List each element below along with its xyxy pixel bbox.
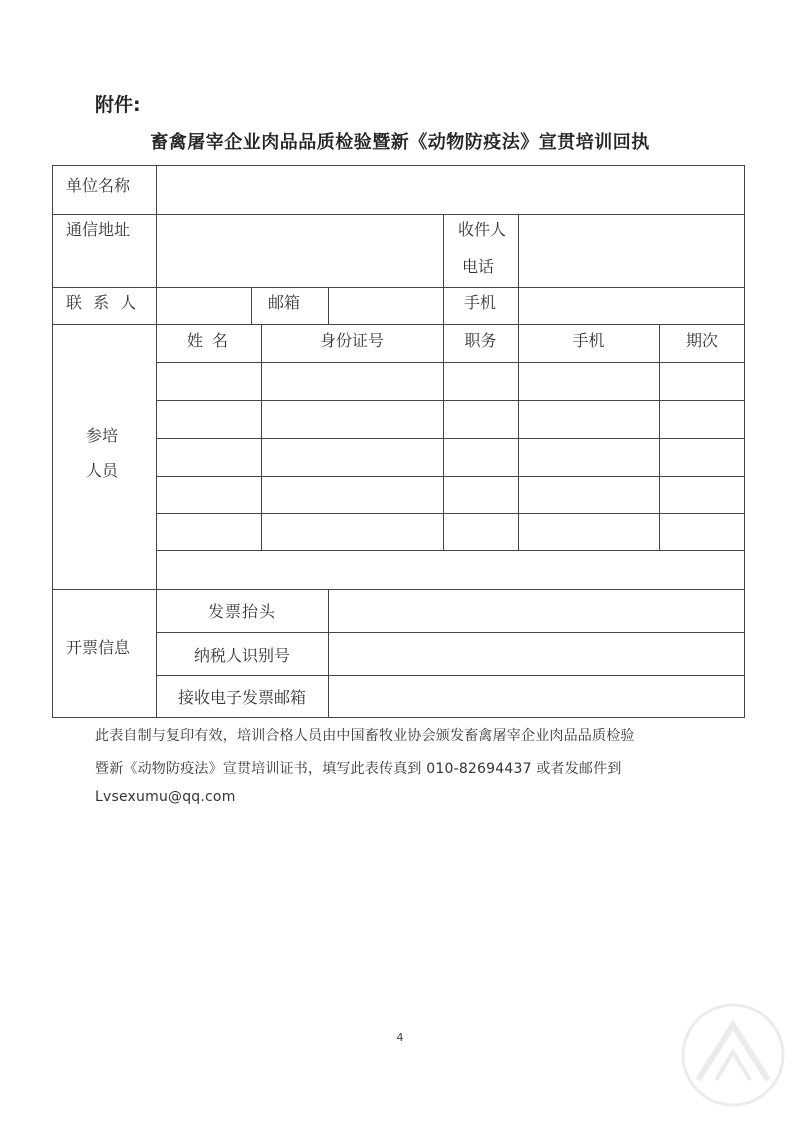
trainee-session-cell[interactable] bbox=[661, 552, 743, 588]
mailbox-field[interactable] bbox=[330, 289, 442, 323]
trainee-session-cell[interactable] bbox=[661, 515, 743, 549]
trainee-session-cell[interactable] bbox=[661, 364, 743, 399]
trainee-id-cell[interactable] bbox=[263, 364, 442, 399]
trainee-mobile-cell[interactable] bbox=[520, 364, 658, 399]
rule bbox=[156, 550, 745, 551]
invoice-info-label: 开票信息 bbox=[66, 638, 131, 657]
address-label: 通信地址 bbox=[66, 220, 131, 239]
trainee-position-cell[interactable] bbox=[445, 515, 517, 549]
form-title: 畜禽屠宰企业肉品品质检验暨新《动物防疫法》宣贯培训回执 bbox=[150, 132, 650, 153]
trainee-position-cell[interactable] bbox=[445, 364, 517, 399]
contact-field[interactable] bbox=[158, 289, 250, 323]
trainee-position-cell[interactable] bbox=[445, 402, 517, 437]
trainee-session-cell[interactable] bbox=[661, 478, 743, 512]
recipient-label-line1: 收件人 bbox=[458, 220, 507, 239]
recipient-phone-field[interactable] bbox=[520, 216, 743, 286]
rule bbox=[443, 214, 444, 551]
column-header-position: 职务 bbox=[464, 331, 497, 350]
trainee-id-cell[interactable] bbox=[263, 552, 442, 588]
page-number: 4 bbox=[396, 1031, 404, 1044]
rule bbox=[156, 675, 745, 676]
trainee-id-cell[interactable] bbox=[263, 402, 442, 437]
invoice-title-field[interactable] bbox=[330, 591, 743, 631]
rule bbox=[156, 165, 157, 718]
trainee-mobile-cell[interactable] bbox=[520, 552, 658, 588]
attachment-label: 附件: bbox=[95, 94, 141, 116]
trainee-mobile-cell[interactable] bbox=[520, 402, 658, 437]
mailbox-label: 邮箱 bbox=[268, 293, 301, 312]
rule bbox=[156, 362, 745, 363]
taxpayer-id-label: 纳税人识别号 bbox=[193, 646, 290, 665]
unit-name-field[interactable] bbox=[158, 167, 743, 213]
unit-name-label: 单位名称 bbox=[66, 176, 131, 195]
rule bbox=[156, 438, 745, 439]
rule bbox=[659, 324, 660, 551]
trainee-position-cell[interactable] bbox=[445, 552, 517, 588]
rule bbox=[156, 400, 745, 401]
recipient-label-line2: 电话 bbox=[462, 257, 495, 276]
e-invoice-email-field[interactable] bbox=[330, 677, 743, 716]
trainee-mobile-cell[interactable] bbox=[520, 515, 658, 549]
column-header-name: 姓 名 bbox=[186, 331, 231, 350]
trainee-name-cell[interactable] bbox=[158, 440, 260, 475]
column-header-id-number: 身份证号 bbox=[319, 331, 384, 350]
contact-label: 联 系 人 bbox=[66, 293, 140, 312]
note-line-1: 此表自制与复印有效，培训合格人员由中国畜牧业协会颁发畜禽屠宰企业肉品品质检验 bbox=[95, 728, 635, 744]
trainee-name-cell[interactable] bbox=[158, 552, 260, 588]
rule bbox=[156, 632, 745, 633]
trainees-label-line2: 人员 bbox=[86, 461, 119, 480]
rule bbox=[156, 513, 745, 514]
rule bbox=[328, 287, 329, 325]
address-field[interactable] bbox=[158, 216, 442, 286]
rule bbox=[156, 476, 745, 477]
association-logo-icon bbox=[678, 1000, 788, 1110]
rule bbox=[518, 214, 519, 551]
trainee-mobile-cell[interactable] bbox=[520, 440, 658, 475]
trainee-name-cell[interactable] bbox=[158, 402, 260, 437]
trainee-id-cell[interactable] bbox=[263, 440, 442, 475]
mobile-label: 手机 bbox=[464, 293, 497, 312]
e-invoice-email-label: 接收电子发票邮箱 bbox=[177, 688, 306, 707]
trainee-id-cell[interactable] bbox=[263, 478, 442, 512]
column-header-session: 期次 bbox=[685, 331, 718, 350]
trainee-position-cell[interactable] bbox=[445, 440, 517, 475]
rule bbox=[52, 165, 53, 718]
trainee-name-cell[interactable] bbox=[158, 515, 260, 549]
trainee-mobile-cell[interactable] bbox=[520, 478, 658, 512]
note-email: Lvsexumu@qq.com bbox=[95, 789, 236, 805]
rule bbox=[328, 589, 329, 718]
trainee-name-cell[interactable] bbox=[158, 478, 260, 512]
trainee-session-cell[interactable] bbox=[661, 440, 743, 475]
registration-form bbox=[52, 165, 745, 718]
trainee-name-cell[interactable] bbox=[158, 364, 260, 399]
rule bbox=[251, 287, 252, 325]
taxpayer-id-field[interactable] bbox=[330, 634, 743, 674]
trainees-label-line1: 参培 bbox=[86, 426, 119, 445]
rule bbox=[744, 165, 745, 718]
column-header-mobile: 手机 bbox=[572, 331, 605, 350]
note-line-2: 暨新《动物防疫法》宣贯培训证书，填写此表传真到 010-82694437 或者发邮件到 bbox=[95, 761, 622, 777]
invoice-title-label: 发票抬头 bbox=[207, 602, 276, 621]
rule bbox=[261, 324, 262, 551]
trainee-session-cell[interactable] bbox=[661, 402, 743, 437]
mobile-field[interactable] bbox=[520, 289, 743, 323]
trainee-position-cell[interactable] bbox=[445, 478, 517, 512]
trainee-id-cell[interactable] bbox=[263, 515, 442, 549]
